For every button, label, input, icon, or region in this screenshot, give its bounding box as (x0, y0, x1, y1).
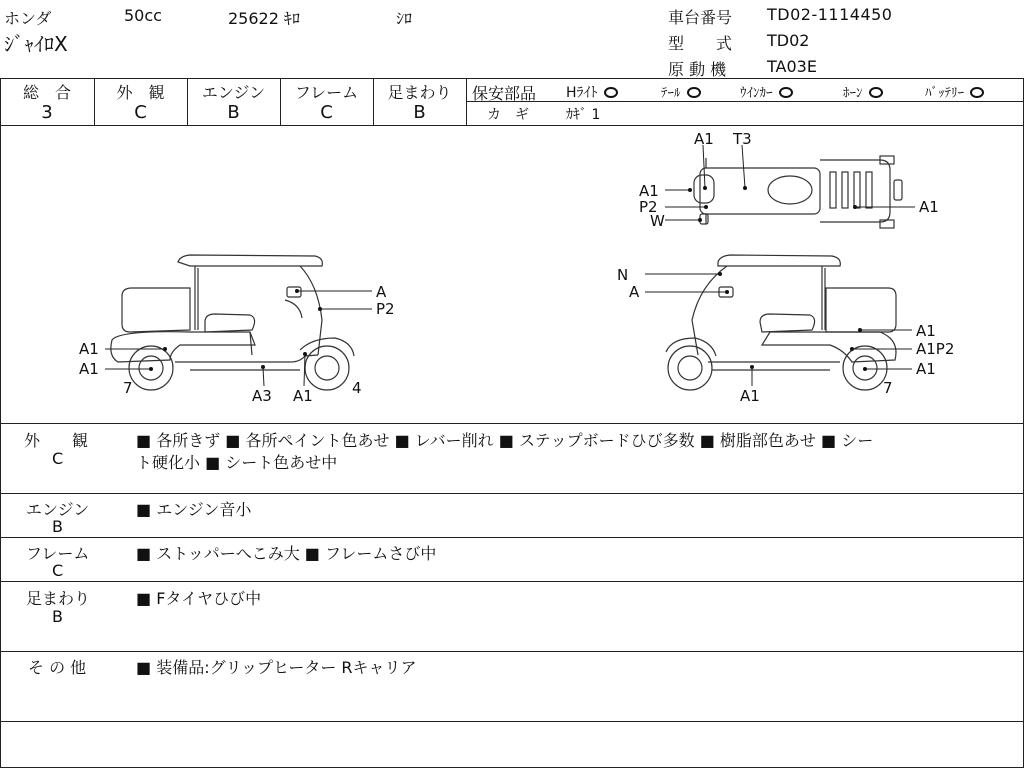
ok-circle-icon (687, 87, 701, 98)
remark-frame-line: ■ ストッパーへこみ大 ■ フレームさび中 (136, 544, 437, 563)
frame-no: TD02-1114450 (767, 5, 893, 24)
safety-item-label: ｳｲﾝｶｰ (740, 86, 773, 101)
grade-exterior-label: 外 観 (116, 83, 165, 102)
type-label: 型 式 (668, 34, 733, 53)
mark-label: N (617, 266, 629, 284)
remark-other-label: そ の 他 (28, 658, 87, 677)
remark-frame-grade: C (52, 561, 64, 580)
remark-engine-line: ■ エンジン音小 (136, 500, 252, 519)
mark-label: A1 (79, 340, 99, 358)
remark-suspension-label: 足まわり (26, 589, 91, 608)
mark-label: 7 (123, 379, 133, 397)
remark-exterior-grade: C (52, 449, 64, 468)
ok-circle-icon (970, 87, 984, 98)
grade-suspension-value: B (413, 102, 426, 123)
divider (466, 101, 1024, 102)
mark-label: A (629, 283, 640, 301)
divider (0, 423, 1024, 424)
divider (0, 493, 1024, 494)
scooter-left-side-view (111, 255, 354, 390)
type-value: TD02 (767, 31, 810, 50)
safety-headlight (566, 82, 618, 102)
remark-frame-label: フレーム (26, 544, 90, 563)
mark-label: A1 (740, 387, 760, 405)
remark-suspension-line: ■ Fタイヤひび中 (136, 589, 262, 608)
safety-winker (740, 82, 793, 101)
grade-engine-label: エンジン (201, 83, 266, 102)
mark-label: A1 (293, 387, 313, 405)
ok-circle-icon (779, 87, 793, 98)
scooter-top-view (694, 156, 902, 228)
safety-horn (843, 82, 883, 101)
grade-suspension-label: 足まわり (387, 83, 452, 102)
safety-item-label: ﾃｰﾙ (661, 86, 681, 101)
grade-total-value: 3 (41, 102, 53, 123)
safety-battery (925, 82, 984, 101)
divider (0, 721, 1024, 722)
mark-label: A1P2 (916, 340, 955, 358)
mark-label: T3 (733, 130, 752, 148)
color: ｼﾛ (396, 9, 413, 28)
grade-engine-value: B (227, 102, 240, 123)
mark-label: 4 (352, 379, 362, 397)
mark-label: A3 (252, 387, 272, 405)
mark-label: P2 (639, 198, 658, 216)
model-name: ｼﾞｬｲﾛX (4, 32, 68, 56)
remark-suspension-grade: B (52, 607, 63, 626)
mark-label: A1 (916, 322, 936, 340)
remark-exterior-line: ト硬化小 ■ シート色あせ中 (136, 453, 338, 472)
mark-label: A (376, 283, 387, 301)
mileage: 25622 ｷﾛ (228, 9, 300, 28)
mark-label: A1 (694, 130, 714, 148)
grade-exterior-value: C (134, 102, 147, 123)
ok-circle-icon (869, 87, 883, 98)
grade-total-label: 総 合 (22, 83, 71, 102)
safety-tail (661, 82, 701, 101)
mark-label: A1 (919, 198, 939, 216)
key-value: ｶｷﾞ 1 (566, 107, 601, 123)
safety-item-label: ﾊﾞｯﾃﾘｰ (925, 86, 964, 101)
mark-label: P2 (376, 300, 395, 318)
safety-item-label: ﾎｰﾝ (843, 86, 863, 101)
mark-label: W (650, 212, 665, 230)
remark-engine-label: エンジン (26, 500, 90, 519)
mark-label: 7 (883, 379, 893, 397)
damage-diagram (0, 126, 1024, 422)
displacement: 50cc (124, 6, 162, 25)
remark-exterior-line: ■ 各所きず ■ 各所ペイント色あせ ■ レバー削れ ■ ステップボードひび多数 ■ 樹脂部色あせ ■ シー (136, 431, 874, 450)
key-label: カ ギ (487, 107, 529, 123)
divider (0, 651, 1024, 652)
frame-no-label: 車台番号 (668, 8, 733, 27)
safety-label: 保安部品 (472, 84, 537, 103)
mark-label: A1 (916, 360, 936, 378)
engine-label: 原 動 機 (668, 60, 727, 79)
safety-item-label: Hﾗｲﾄ (566, 85, 598, 101)
remark-exterior-label: 外 観 (24, 431, 89, 450)
grade-frame-label: フレーム (294, 83, 359, 102)
maker: ホンダ (4, 9, 52, 28)
remark-engine-grade: B (52, 517, 63, 536)
divider (0, 537, 1024, 538)
grade-frame-value: C (320, 102, 333, 123)
remark-other-line: ■ 装備品:グリップヒーター Rキャリア (136, 658, 417, 677)
ok-circle-icon (604, 87, 618, 98)
mark-label: A1 (79, 360, 99, 378)
divider (0, 581, 1024, 582)
mark-label: A1 (639, 182, 659, 200)
scooter-right-side-view (666, 255, 896, 390)
engine-value: TA03E (767, 57, 817, 76)
